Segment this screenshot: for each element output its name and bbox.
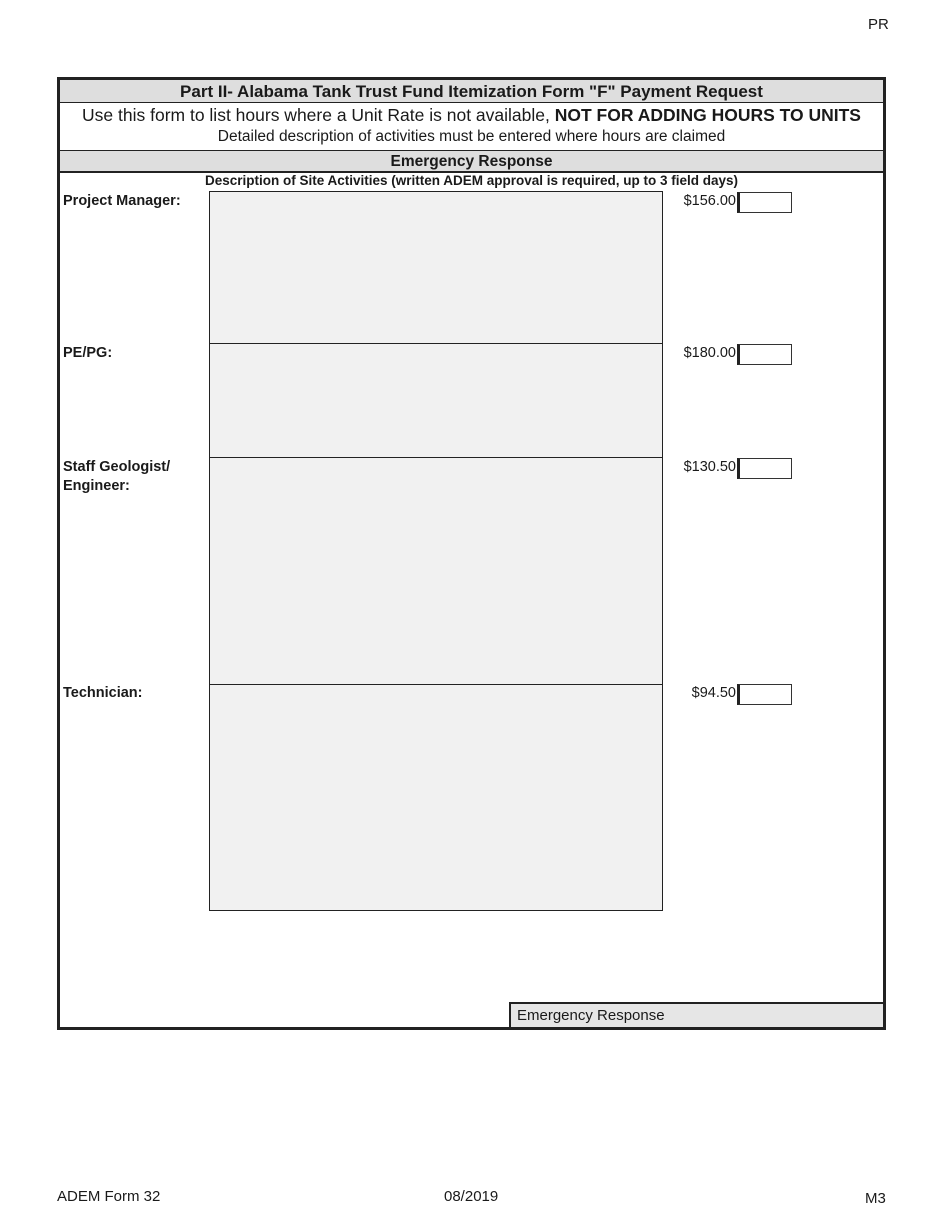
description-header: Description of Site Activities (written ADEM approval is required, up to 3 field days) (204, 173, 739, 188)
footer-section-tab (509, 1002, 883, 1027)
footer-form-id: ADEM Form 32 (57, 1188, 161, 1205)
description-field-pe-pg[interactable] (209, 343, 663, 458)
role-label-line: Staff Geologist/ (63, 459, 171, 475)
hours-field-pe-pg[interactable] (737, 344, 792, 365)
instruction-text: Use this form to list hours where a Unit Rate is not available, (82, 105, 555, 125)
role-label-technician: Technician: (63, 685, 143, 701)
page-corner-code: PR (868, 16, 889, 33)
role-label-line: Engineer: (63, 478, 130, 494)
hours-field-project-manager[interactable] (737, 192, 792, 213)
hours-field-technician[interactable] (737, 684, 792, 705)
role-label-pe-pg: PE/PG: (63, 345, 113, 361)
role-label-project-manager: Project Manager: (63, 193, 181, 209)
footer-page-code: M3 (865, 1190, 886, 1207)
footer-date: 08/2019 (444, 1188, 499, 1205)
section-title: Emergency Response (60, 150, 883, 173)
rate-project-manager: $156.00 (683, 193, 736, 209)
footer-section-label: Emergency Response (517, 1007, 665, 1024)
description-field-project-manager[interactable] (209, 191, 663, 344)
role-label-staff-geologist (63, 458, 170, 496)
form-instruction-detail: Detailed description of activities must be entered where hours are claimed (217, 128, 726, 145)
hours-field-staff-geologist[interactable] (737, 458, 792, 479)
form-instruction (60, 104, 883, 126)
instruction-emphasis: NOT FOR ADDING HOURS TO UNITS (554, 105, 861, 125)
itemization-form (57, 77, 886, 1030)
rate-staff-geologist: $130.50 (683, 459, 736, 475)
rate-pe-pg: $180.00 (683, 345, 736, 361)
rate-technician: $94.50 (691, 685, 736, 701)
description-field-technician[interactable] (209, 684, 663, 911)
description-field-staff-geologist[interactable] (209, 457, 663, 685)
form-title: Part II- Alabama Tank Trust Fund Itemization Form "F" Payment Request (60, 80, 883, 103)
